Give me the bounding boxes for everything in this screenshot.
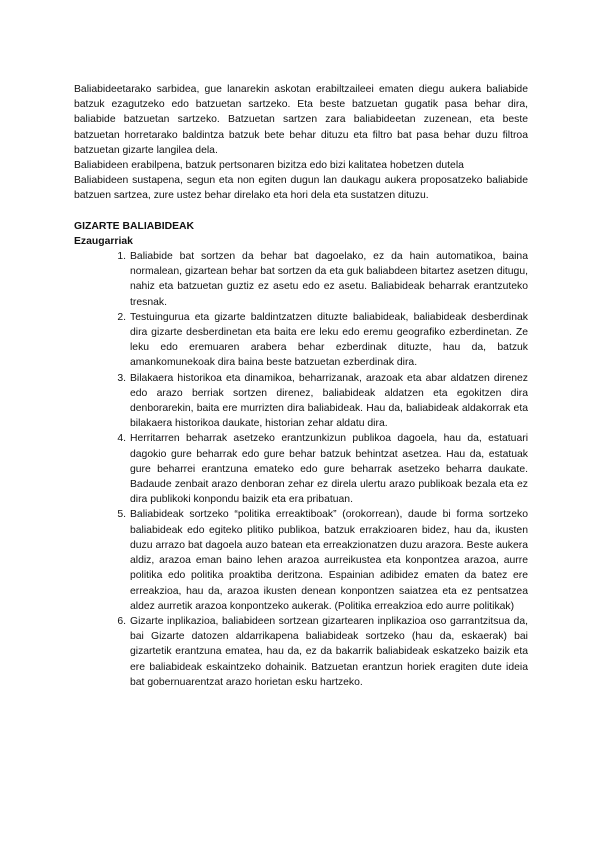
list-item — [117, 431, 528, 507]
list-item — [117, 249, 528, 310]
features-list — [74, 249, 528, 690]
section-title: GIZARTE BALIABIDEAK — [74, 220, 195, 232]
list-item-text: Baliabideak sortzeko “politika erreaktiboak” (orokorrean), daude bi forma sortzeko baliabideak edo egiteko plitiko publikoa, batzuk errakzioaren bidez, hau da, ikusten duzu arrazo bat dagoela auzo batean eta erreakzionatzen duzu arazora. Beste aukera aldiz, arazoa eman baino lehen arazoa aurreikustea eta konpontzea arazoa, aurre politika edo politika proaktiba deritzona. Espainian adibidez ematen da batez ere erreakzioa, hau da, arazoa ikusten denean konpontzen saiatzea eta ez pentsatzea aldez aurretik arazoa konpontzeko aukerak. (Politika erreakzioa edo aurre politikak) — [130, 509, 528, 612]
intro-paragraph-access: Baliabideetarako sarbidea, gue lanarekin askotan erabiltzaileei ematen diegu aukera baliabide batzuk ezagutzeko edo batzuetan sartzeko. Eta beste batzuetan gugatik pasa behar dira, baliabide batzuetan sartzeko. Batzuetan sartzen zara baliabideetan zuzenean, eta beste batzuetan horretarako baldintza batzuk bete behar dituzu eta filtro bat pasa behar duzu filtroa batzuetan gizarte langilea dela. — [74, 84, 528, 156]
document-page — [74, 82, 528, 690]
list-item-number: 4. — [117, 433, 126, 445]
list-item-text: Testuingurua eta gizarte baldintzatzen dituzte baliabideak, baliabideak desberdinak dira gizarte desberdinetan eta baita ere leku edo eremu geografiko ezberdinetan. Ze leku edo eremuaren arabera behar ezberdinak dituzte, hau da, batzuk amankomunekoak dira baina beste batzuetan ezberdinak dira. — [130, 311, 528, 369]
list-item-number: 3. — [117, 372, 126, 384]
list-item — [117, 507, 528, 613]
intro-paragraph-promotion: Baliabideen sustapena, segun eta non egiten dugun lan daukagu aukera proposatzeko baliabide batzuen sartzea, zure ustez behar direlako eta hori dela eta sustatzen dituzu. — [74, 175, 528, 202]
list-item-number: 6. — [117, 615, 126, 627]
list-item-number: 2. — [117, 311, 126, 323]
section-subtitle: Ezaugarriak — [74, 235, 133, 247]
list-item — [117, 614, 528, 690]
list-item — [117, 310, 528, 371]
list-item — [117, 371, 528, 432]
list-item-text: Gizarte inplikazioa, baliabideen sortzean gizartearen inplikazioa oso garrantzitsua da, bai Gizarte datozen aldarrikapena baliabideak sortzeko (hau da, eskaerak) bai gizartetik erantzuna ematea, hau da, ez da bakarrik baliabideak eskatzeko baizik eta ere baliabideak eskaintzeko dohainik. Batzuetan erantzun horiek eragiten dute ideia bat gobernuarentzat arazo horietan esku hartzeko. — [130, 615, 528, 688]
list-item-text: Bilakaera historikoa eta dinamikoa, beharrizanak, arazoak eta abar aldatzen direnez edo arazo berriak sortzen direnez, baliabideak aldatzen eta egokitzen dira denborarekin, baita ere murrizten dira baliabideak. Hau da, baliabideak aldakorrak eta bilakaera historikoa daukate, historian zehar aldatu dira. — [130, 372, 528, 430]
list-item-text: Herritarren beharrak asetzeko erantzunkizun publikoa dagoela, hau da, estatuari dagokio gure beharrak edo gure behar batzuk behintzat asetzea. Hau da, estatuak gure beharrei erantzuna emateko edo gure beharrak asetzeko beharra daukate. Badaude zenbait arazo denboran zehar ez direla ulertu arazo publikoak bezala eta ez dira publikoki konpondu baizik eta era pribatuan. — [130, 433, 528, 506]
intro-paragraph-use: Baliabideen erabilpena, batzuk pertsonaren bizitza edo bizi kalitatea hobetzen dutela — [74, 160, 464, 172]
spacer — [74, 204, 528, 219]
list-item-text: Baliabide bat sortzen da behar bat dagoelako, ez da hain automatikoa, baina normalean, gizartean behar bat sortzen da eta guk baliabdeen bitartez asetzen ditugu, nahiz eta batzuetan guztiz ez asetu edo ez asetu. Baliabideak beharrak erantzuteko tresnak. — [130, 251, 528, 308]
list-item-number: 5. — [117, 509, 126, 521]
list-item-number: 1. — [117, 251, 126, 263]
